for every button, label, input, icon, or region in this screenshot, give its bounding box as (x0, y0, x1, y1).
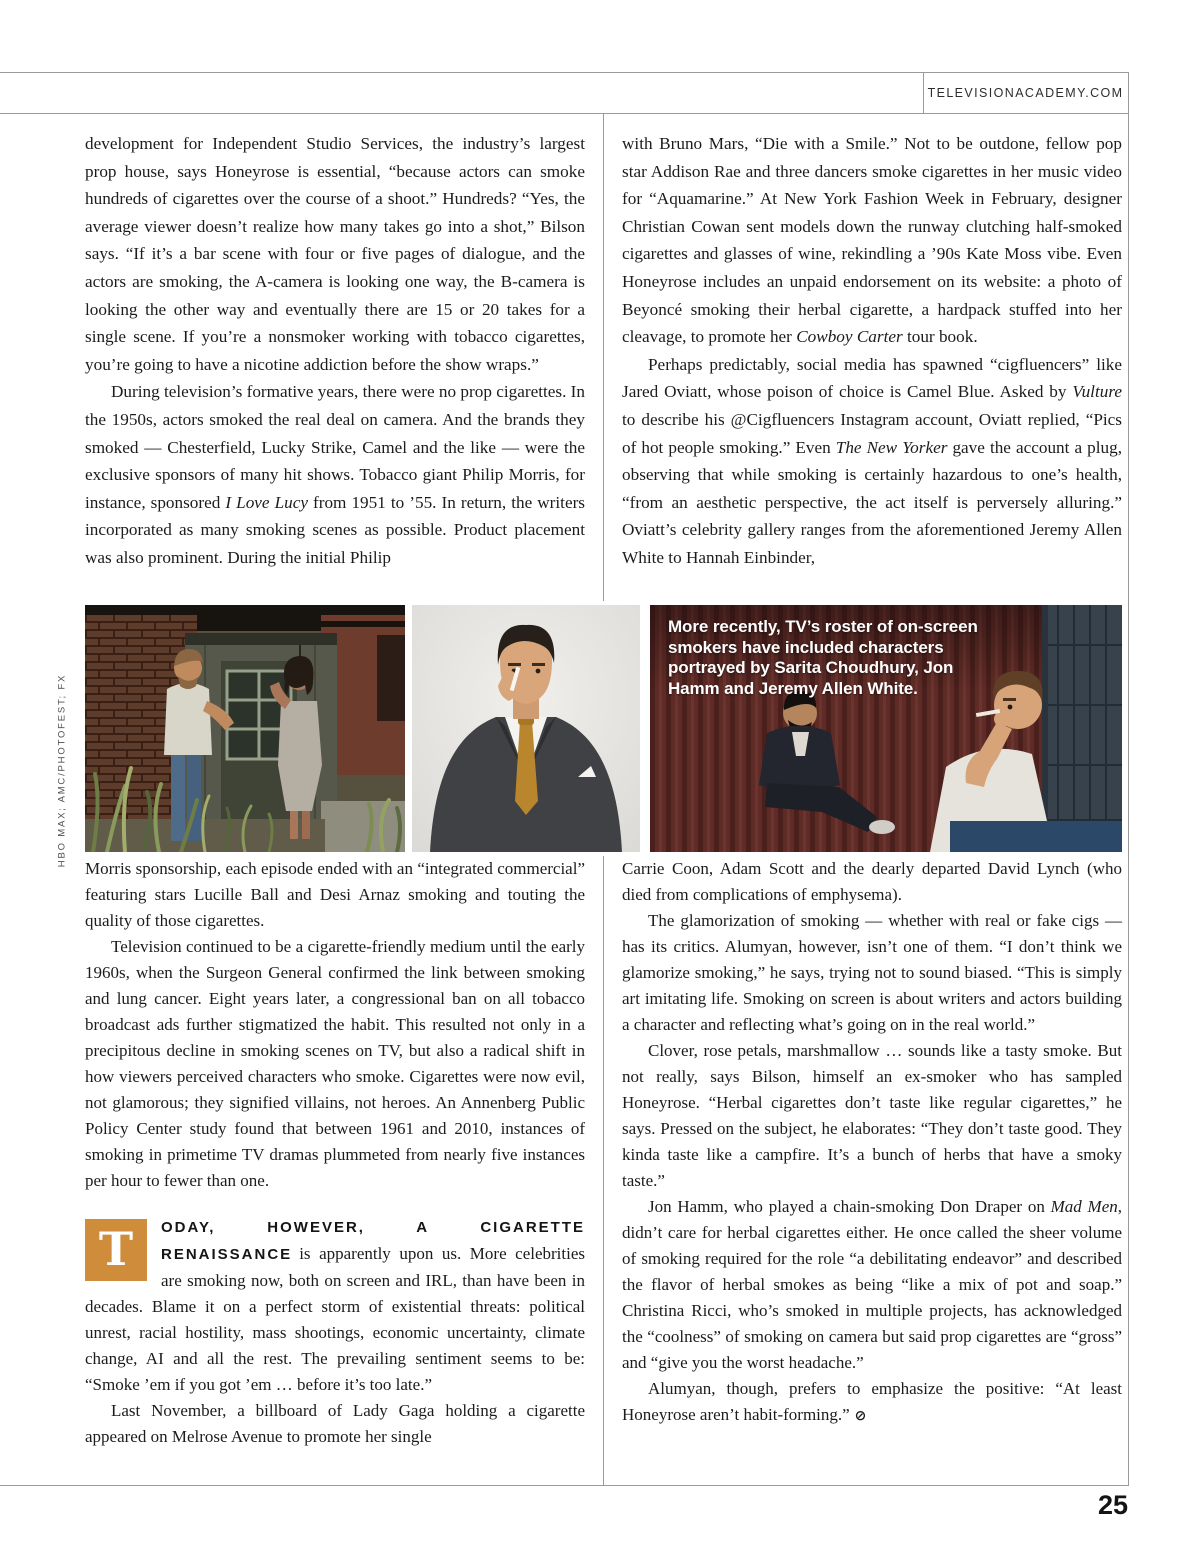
article-paragraph (622, 130, 1122, 351)
left-bottom-paragraphs (85, 856, 585, 1194)
italic-title-text: I Love Lucy (225, 492, 308, 512)
body-text: tour book. (902, 327, 978, 347)
body-text: development for Independent Studio Services, the industry’s largest prop house, says Honeyrose is essential, “because actors can smoke hundreds of cigarettes over the course of a shoot.” Hundreds? “Yes, the average viewer doesn’t realize how many takes go into a shot,” Bilson says. “If it’s a bar scene with four or five pages of dialogue, and the actors are smoking, the A-camera is looking one way, the B-camera is looking the other way and eventually there are 15 or 20 takes for a single scene. If you’re a nonsmoker working with tobacco cigarettes, you’re going to have a nicotine addiction before the show wraps.” (85, 134, 585, 374)
body-text: with Bruno Mars, “Die with a Smile.” Not to be outdone, fellow pop star Addison Rae and three dancers smoke cigarettes in her music video for “Aquamarine.” At New York Fashion Week in February, designer Christian Cowan sent models down the runway clutching half-smoked cigarettes and glasses of wine, rekindling a ’90s Kate Moss vibe. Even Honeyrose includes an unpaid endorsement on its website: a photo of Beyoncé smoking their herbal cigarette, a hardpack stuffed into her cleavage, to promote her (622, 134, 1122, 347)
article-paragraph (622, 1038, 1122, 1194)
site-url-label: TELEVISIONACADEMY.COM (927, 85, 1124, 100)
body-text: Clover, rose petals, marshmallow … sounds like a tasty smoke. But not really, says Bilson, himself an ex-smoker who has sampled Honeyrose. “Herbal cigarettes don’t taste like regular cigarettes,” he says. Pressed on the subject, he elaborates: “They don’t taste good. They kinda taste like a campfire. It’s a bunch of herbs that have a smoky taste.” (622, 1041, 1122, 1190)
body-text: Carrie Coon, Adam Scott and the dearly departed David Lynch (who died from complications of emphysema). (622, 859, 1122, 904)
end-of-article-mark: ⊘ (849, 1408, 867, 1424)
body-text: Perhaps predictably, social media has spawned “cigfluencers” like Jared Oviatt, whose poison of choice is Camel Blue. Asked by (622, 354, 1122, 402)
drop-cap: T (85, 1219, 147, 1281)
article-paragraph (622, 351, 1122, 572)
section-paragraph (85, 1214, 585, 1398)
body-text: , didn’t care for herbal cigarettes either. He once called the sheer volume of smoking required for the role “a debilitating endeavor” and described the flavor of herbal smokes as being “like a mix of pot and soap.” Christina Ricci, who’s smoked in multiple projects, has acknowledged the “coolness” of smoking on camera but said prop cigarettes are “gross” and “give you the worst headache.” (622, 1197, 1122, 1372)
photo-credit: HBO MAX; AMC/PHOTOFEST; FX (56, 673, 68, 868)
body-text: from 1951 to ’55. In return, the writers incorporated as many smoking scenes as possible. Product placement was also prominent. During the initial Philip (85, 492, 585, 567)
left-column-top (85, 130, 585, 572)
italic-title-text: The New Yorker (835, 437, 948, 457)
article-paragraph (85, 130, 585, 378)
body-text: to describe his @Cigfluencers Instagram account, Oviatt replied, “Pics of hot people smoking.” Even (622, 409, 1122, 457)
page-number: 25 (1097, 1490, 1128, 1520)
header-rule-bottom (0, 113, 1128, 114)
article-paragraph (622, 1376, 1122, 1429)
italic-title-text: Cowboy Carter (796, 327, 903, 347)
left-after-paragraphs (85, 1398, 585, 1450)
article-paragraph (622, 1194, 1122, 1376)
body-text: Morris sponsorship, each episode ended with an “integrated commercial” featuring stars Lucille Ball and Desi Arnaz smoking and touting the quality of those cigarettes. (85, 859, 585, 930)
right-border-rule (1128, 72, 1129, 1486)
right-column-top (622, 130, 1122, 572)
body-text: gave the account a plug, observing that while smoking is certainly hazardous to one’s health, “from an aesthetic perspective, the act itself is perversely alluring.” Oviatt’s celebrity gallery ranges from the aforementioned Jeremy Allen White to Hannah Einbinder, (622, 437, 1122, 567)
section-lead-in: ODAY, HOWEVER, A CIGARETTE RENAISSANCE (161, 1219, 585, 1263)
body-text: Jon Hamm, who played a chain-smoking Don Draper on (648, 1197, 1051, 1216)
photo-jon-hamm (412, 605, 640, 852)
left-column-bottom (85, 856, 585, 1450)
right-column-bottom (622, 856, 1122, 1429)
article-paragraph (85, 1398, 585, 1450)
article-paragraph (85, 378, 585, 571)
footer-rule (0, 1485, 1128, 1486)
article-paragraph (622, 856, 1122, 908)
photo-caption: More recently, TV’s roster of on-screen smokers have included characters portrayed by Sarita Choudhury, Jon Hamm and Jeremy Allen White. (668, 617, 978, 698)
article-paragraph (85, 934, 585, 1194)
body-text: Television continued to be a cigarette-friendly medium until the early 1960s, when the Surgeon General confirmed the link between smoking and lung cancer. Eight years later, a congressional ban on all tobacco broadcast ads further stigmatized the habit. This resulted not only in a precipitous decline in smoking scenes on TV, but also a radical shift in how viewers perceived characters who smoke. Cigarettes were now evil, not glamorous; they signified villains, not heroes. An Annenberg Public Policy Center study found that between 1961 and 2010, instances of smoking in primetime TV dramas plummeted from nearly five instances per hour to fewer than one. (85, 937, 585, 1190)
couple-outside-house-illustration (85, 605, 405, 852)
body-text: Last November, a billboard of Lady Gaga holding a cigarette appeared on Melrose Avenue to promote her single (85, 1401, 585, 1446)
article-paragraph (85, 856, 585, 934)
section-body: is apparently upon us. More celebrities are smoking now, both on screen and IRL, than have been in decades. Blame it on a perfect storm of existential threats: political unrest, racial hostility, mass shootings, economic uncertainty, climate change, AI and all the rest. The prevailing sentiment seems to be: “Smoke ’em if you got ’em … before it’s too late.” (85, 1244, 585, 1394)
man-in-suit-smoking-illustration (412, 605, 640, 852)
body-text: Alumyan, though, prefers to emphasize the positive: “At least Honeyrose aren’t habit-forming.” (622, 1379, 1122, 1424)
section-cigarette-renaissance (85, 1214, 585, 1398)
italic-title-text: Vulture (1072, 382, 1122, 402)
body-text: The glamorization of smoking — whether with real or fake cigs — has its critics. Alumyan, however, isn’t one of them. “I don’t think we glamorize smoking,” he says, trying not to sound biased. “This is simply art imitating life. Smoking on screen is about writers and actors building a character and reflecting what’s going on in the real world.” (622, 911, 1122, 1034)
body-text: During television’s formative years, there were no prop cigarettes. In the 1950s, actors smoked the real deal on camera. And the brands they smoked — Chesterfield, Lucky Strike, Camel and the like — were the exclusive sponsors of many hit shows. Tobacco giant Philip Morris, for instance, sponsored (85, 382, 585, 512)
italic-title-text: Mad Men (1050, 1197, 1118, 1216)
article-paragraph (622, 908, 1122, 1038)
photo-hbo-max-scene (85, 605, 405, 852)
